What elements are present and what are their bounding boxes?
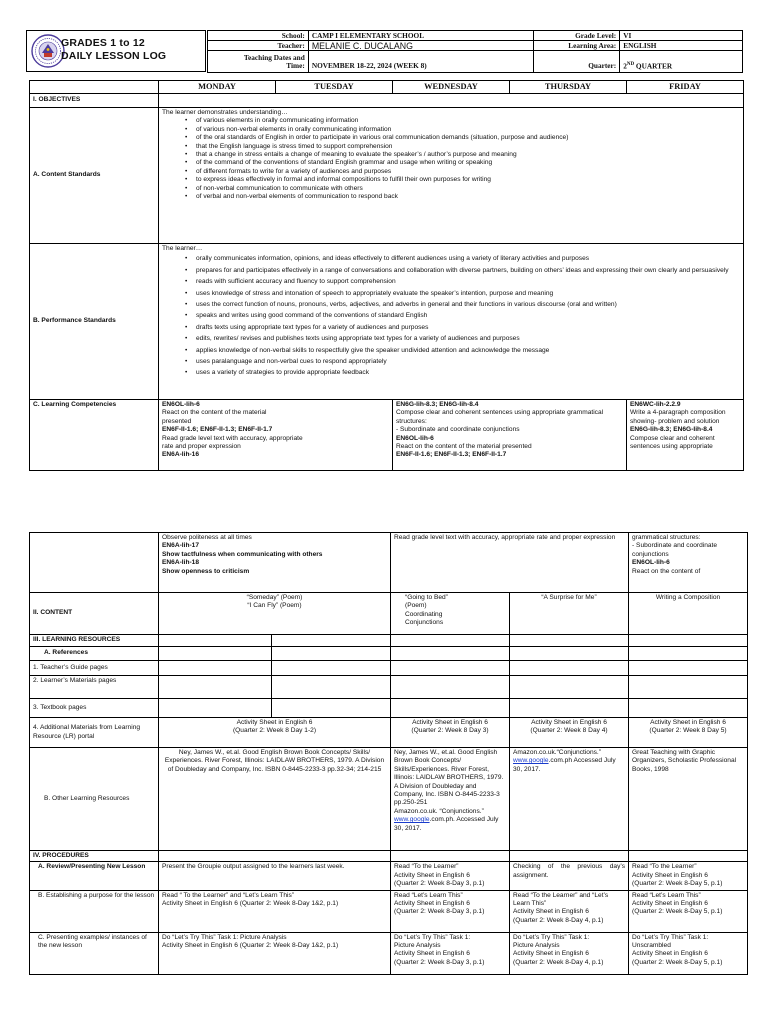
procedure-text: Read “Let’s Learn This” (632, 891, 701, 899)
header-info-table (207, 30, 743, 73)
empty-cell (159, 851, 391, 862)
content-section-label: II. CONTENT (30, 593, 159, 635)
learning-competencies-label: C. Learning Competencies (30, 400, 159, 471)
competency-code: EN6F-II-1.6; EN6F-II-1.3; EN6F-II-1.7 (162, 426, 273, 434)
list-item: • that a change in stress entails a change of meaning to evaluate the speaker’s / author’s purpose and meaning (196, 151, 740, 159)
reference-text: Amazon.co.uk.“Conjunctions.” (513, 749, 601, 756)
additional-materials-text: (Quarter 2: Week 8 Day 4) (530, 727, 608, 735)
dates-label (208, 51, 309, 73)
dates-label-line-1: Teaching Dates and (243, 52, 305, 62)
competency-text: Show tactfulness when communicating with others (162, 550, 323, 558)
additional-materials-thursday (510, 718, 629, 748)
performance-standards-cell (159, 244, 744, 400)
list-item: • uses paralanguage and non-verbal cues to respond appropriately (196, 356, 740, 367)
empty-cell (159, 647, 272, 661)
empty-cell (510, 647, 629, 661)
empty-cell (629, 635, 748, 647)
procedure-text: Activity Sheet in English 6 (513, 908, 589, 916)
content-title: “Someday” (Poem) (246, 594, 303, 601)
reference-link[interactable]: www.google (513, 757, 549, 765)
content-standards-cell (159, 108, 744, 244)
empty-cell (629, 676, 748, 699)
list-item: • orally communicates information, opinions, and ideas effectively to different audiences using a variety of literary activities and purposes (196, 253, 740, 264)
other-resources-wednesday (391, 748, 510, 851)
quarter-suffix: ND (626, 61, 635, 67)
procedures-section-label: IV. PROCEDURES (30, 851, 159, 862)
empty-cell (629, 699, 748, 718)
additional-materials-friday (629, 718, 748, 748)
teacher-label: Teacher: (208, 41, 309, 51)
procedure-text: Picture Analysis (513, 942, 560, 950)
empty-cell (272, 699, 391, 718)
competency-text: Read grade level text with accuracy, appropriate rate and proper expression (162, 434, 303, 451)
dates-value: NOVEMBER 18-22, 2024 (WEEK 8) (308, 51, 534, 73)
school-value: CAMP I ELEMENTARY SCHOOL (308, 31, 534, 41)
content-monday (159, 593, 391, 635)
procedure-text: (Quarter 2: Week 8-Day 4, p.1) (513, 958, 604, 966)
learning-area-label: Learning Area: (534, 41, 620, 51)
empty-cell (391, 635, 510, 647)
objectives-section-fill (159, 94, 744, 108)
empty-cell (391, 661, 510, 676)
performance-standards-label: B. Performance Standards (30, 244, 159, 400)
grade-label: Grade Level: (534, 31, 620, 41)
deped-seal-icon (31, 34, 65, 68)
procedure-text: Activity Sheet in English 6 (632, 900, 708, 908)
competencies-continued-wednesday: Read grade level text with accuracy, appropriate rate and proper expression (391, 533, 629, 593)
procedure-a-monday: Present the Groupie output assigned to the learners last week. (159, 862, 391, 890)
other-resources-friday: Great Teaching with Graphic Organizers, Scholastic Professional Books, 1998 (629, 748, 748, 851)
list-item: • of the command of the conventions of standard English grammar and usage when writing or speaking (196, 159, 740, 167)
additional-materials-text: Activity Sheet in English 6 (531, 719, 607, 726)
list-item: • reads with sufficient accuracy and fluency to support comprehension (196, 276, 740, 287)
additional-materials-text: (Quarter 2: Week 8 Day 5) (649, 727, 727, 735)
empty-cell (629, 647, 748, 661)
list-item: • uses knowledge of stress and intonation of speech to appropriately evaluate the speaker’s intention, purpose and meaning (196, 288, 740, 299)
procedure-text: (Quarter 2: Week 8-Day 5, p.1) (632, 908, 723, 916)
procedure-text: Do “Let’s Try This” Task 1: Picture Analysis (162, 933, 287, 941)
competency-text: - Subordinate and coordinate conjunctions (632, 542, 718, 558)
reference-text: Ney, James W., et.al. Good English Brown Book Concepts/ Skills/Experiences. River Forest, Illinois: LAIDLAW BROTHERS, 1979. A Division of Doubleday and Company, Inc. ISBN O-8445-2233-3 pp.250-251 (394, 749, 504, 807)
references-label: A. References (30, 647, 159, 661)
competency-code: EN6OL-Iih-6 (162, 401, 200, 408)
procedure-a-friday (629, 862, 748, 890)
empty-cell (159, 661, 272, 676)
day-header-row (30, 81, 744, 94)
list-item: • applies knowledge of non-verbal skills to respectfully give the speaker undivided attention and acknowledge the message (196, 345, 740, 356)
additional-materials-wednesday (391, 718, 510, 748)
reference-text: Amazon.co.uk. “Conjunctions.” (394, 807, 484, 815)
competency-text: Write a 4-paragraph composition showing- problem and solution (630, 409, 726, 425)
competency-text: React on the content of the material presented (162, 409, 267, 425)
procedure-text: Picture Analysis (394, 942, 441, 950)
procedure-c-friday (629, 932, 748, 974)
procedure-text: Activity Sheet in English 6 (632, 950, 708, 958)
other-resources-label: B. Other Learning Resources (30, 748, 159, 851)
list-item: • of various elements in orally communicating information (196, 117, 740, 125)
quarter-number: 2 (623, 61, 627, 70)
dates-label-line-2: Time: (286, 60, 305, 70)
competencies-monday-tuesday (159, 400, 393, 471)
competency-text: React on the content of the material presented (396, 443, 532, 451)
content-title: “Going to Bed” (405, 594, 448, 601)
content-wednesday (391, 593, 510, 635)
teacher-value: MELANIE C. DUCALANG (308, 41, 534, 51)
learners-materials-label: 2. Learner’s Materials pages (30, 676, 159, 699)
resources-section-label: III. LEARNING RESOURCES (30, 635, 159, 647)
day-header-monday: MONDAY (159, 81, 276, 94)
header-logo-box (26, 30, 206, 72)
day-header-wednesday: WEDNESDAY (393, 81, 510, 94)
competency-text: Observe politeness at all times (162, 534, 252, 541)
competencies-continued-label (30, 533, 159, 593)
empty-cell (159, 676, 272, 699)
empty-cell (391, 676, 510, 699)
learning-area-value: ENGLISH (620, 41, 743, 51)
empty-cell (159, 635, 272, 647)
empty-cell (510, 661, 629, 676)
grade-value: VI (620, 31, 743, 41)
performance-standards-intro: The learner… (162, 245, 203, 252)
content-title: Conjunctions (405, 619, 444, 627)
list-item: • of various non-verbal elements in orally communicating information (196, 126, 740, 134)
empty-cell (391, 647, 510, 661)
competency-code: EN6F-II-1.6; EN6F-II-1.3; EN6F-II-1.7 (396, 451, 507, 459)
procedure-text: Activity Sheet in English 6 (394, 950, 470, 958)
procedure-text: (Quarter 2: Week 8-Day 4, p.1) (513, 916, 604, 924)
competency-code: EN6OL-Iih-6 (632, 559, 670, 567)
content-title: (Poem) (405, 602, 427, 610)
list-item: • of non-verbal communication to communicate with others (196, 185, 740, 193)
competency-code: EN6OL-Iih-6 (396, 434, 434, 442)
procedure-text: Activity Sheet in English 6 (394, 900, 470, 908)
procedure-c-thursday (510, 932, 629, 974)
empty-cell (272, 647, 391, 661)
procedure-b-friday (629, 890, 748, 932)
empty-cell (510, 635, 629, 647)
competency-code: EN6A-Iih-16 (162, 451, 200, 459)
content-standards-intro: The learner demonstrates understanding… (162, 109, 288, 116)
additional-materials-monday (159, 718, 391, 748)
competency-text: Compose clear and coherent sentences using appropriate grammatical structures: (396, 409, 604, 425)
procedure-text: Do “Let’s Try This” Task 1: (632, 933, 709, 941)
list-item: • of verbal and non-verbal elements of communication to respond back (196, 193, 740, 201)
quarter-label: Quarter: (534, 51, 620, 73)
content-procedures-table (29, 532, 748, 975)
additional-materials-text: Activity Sheet in English 6 (650, 719, 726, 726)
list-item: • of different formats to write for a variety of audiences and purposes (196, 168, 740, 176)
competency-text: - Subordinate and coordinate conjunctions (396, 426, 520, 434)
procedure-text: Activity Sheet in English 6 (394, 871, 470, 879)
procedure-c-wednesday (391, 932, 510, 974)
list-item: • to express ideas effectively in formal and informal compositions to fulfill their own purposes for writing (196, 176, 740, 184)
reference-text: .com.ph Accessed July 30, 2017. (513, 757, 616, 773)
procedure-text: Read “To the Learner” (632, 863, 697, 871)
additional-materials-text: Activity Sheet in English 6 (236, 719, 313, 726)
content-title: “I Can Fly” (Poem) (247, 602, 302, 610)
procedure-text: (Quarter 2: Week 8-Day 3, p.1) (394, 880, 485, 888)
title-line-2: DAILY LESSON LOG (61, 50, 167, 62)
procedure-text: (Quarter 2: Week 8-Day 5, p.1) (632, 958, 723, 966)
content-standards-label: A. Content Standards (30, 108, 159, 244)
competency-code: EN6G-Iih-8.3; EN6G-Iih-8.4 (630, 426, 713, 434)
objectives-table (29, 80, 744, 471)
competencies-continued-friday (629, 533, 748, 593)
procedure-text: Do “Let’s Try This” Task 1: (513, 933, 590, 941)
competency-code: EN6A-Iih-17 (162, 542, 200, 550)
objectives-section-label: I. OBJECTIVES (30, 94, 159, 108)
title-line-1: GRADES 1 to 12 (61, 37, 145, 49)
performance-standards-list (162, 253, 740, 378)
procedure-b-monday (159, 890, 391, 932)
procedure-c-label: C. Presenting examples/ instances of the new lesson (30, 932, 159, 974)
procedure-a-thursday: Checking of the previous day’s assignment. (510, 862, 629, 890)
quarter-word: QUARTER (634, 61, 673, 70)
list-item: • uses the correct function of nouns, pronouns, verbs, adjectives, and adverbs in general and their functions in various discourse (oral and written) (196, 299, 740, 310)
procedure-text: Activity Sheet in English 6 (513, 950, 589, 958)
day-header-blank (30, 81, 159, 94)
content-friday: Writing a Composition (629, 593, 748, 635)
procedure-text: Read “To the Learner” (394, 863, 459, 871)
competency-code: EN6WC-Iih-2.2.9 (630, 401, 681, 408)
competency-code: EN6G-Iih-8.3; EN6G-Iih-8.4 (396, 401, 479, 408)
additional-materials-text: (Quarter 2: Week 8 Day 3) (411, 727, 489, 735)
teachers-guide-label: 1. Teacher’s Guide pages (30, 661, 159, 676)
additional-materials-label: 4. Additional Materials from Learning Resource (LR) portal (30, 718, 159, 748)
procedure-b-wednesday (391, 890, 510, 932)
list-item: • uses a variety of strategies to provide appropriate feedback (196, 367, 740, 378)
procedure-text: (Quarter 2: Week 8-Day 3, p.1) (394, 958, 485, 966)
procedure-a-label: A. Review/Presenting New Lesson (30, 862, 159, 890)
procedure-text: Activity Sheet in English 6 (Quarter 2: Week 8-Day 1&2, p.1) (162, 942, 339, 950)
list-item: • speaks and writes using good command of the conventions of standard English (196, 310, 740, 321)
procedure-b-label: B. Establishing a purpose for the lesson (30, 890, 159, 932)
competencies-continued-monday (159, 533, 391, 593)
empty-cell (629, 851, 748, 862)
reference-text: .com.ph. Accessed July 30, 2017. (394, 816, 499, 832)
school-label: School: (208, 31, 309, 41)
procedure-text: (Quarter 2: Week 8-Day 5, p.1) (632, 880, 723, 888)
empty-cell (272, 676, 391, 699)
reference-link[interactable]: www.google (394, 816, 430, 824)
list-item: • that the English language is stress timed to support comprehension (196, 143, 740, 151)
textbook-pages-label: 3. Textbook pages (30, 699, 159, 718)
empty-cell (391, 699, 510, 718)
competency-text: Show openness to criticism (162, 567, 250, 575)
additional-materials-text: Activity Sheet in English 6 (412, 719, 488, 726)
procedure-text: Read “ To the Learner” and “Let’s Learn This” (162, 891, 294, 899)
content-title: Coordinating (405, 610, 443, 618)
procedure-text: Activity Sheet in English 6 (Quarter 2: Week 8-Day 1&2, p.1) (162, 900, 339, 908)
day-header-tuesday: TUESDAY (276, 81, 393, 94)
empty-cell (510, 699, 629, 718)
quarter-value (620, 51, 743, 73)
empty-cell (272, 635, 391, 647)
procedure-text: Unscrambled (632, 942, 671, 950)
procedure-text: Read “To the Learner” and “Let’s Learn This” (513, 891, 609, 908)
list-item: • of the oral standards of English in order to participate in various oral communication demands (situation, purpose and audience) (196, 134, 740, 142)
empty-cell (159, 699, 272, 718)
document-title (61, 37, 166, 63)
competencies-wednesday-thursday (393, 400, 627, 471)
content-standards-list (162, 117, 740, 201)
procedure-a-wednesday (391, 862, 510, 890)
content-thursday: “A Surprise for Me” (510, 593, 629, 635)
other-resources-thursday (510, 748, 629, 851)
empty-cell (629, 661, 748, 676)
day-header-friday: FRIDAY (627, 81, 744, 94)
procedure-text: Read “Let’s Learn This” (394, 891, 463, 899)
competencies-friday (627, 400, 744, 471)
list-item: • edits, rewrites/ revises and publishes texts using appropriate text types for a variety of audiences and purposes (196, 333, 740, 344)
competency-text: grammatical structures: (632, 534, 701, 541)
other-resources-monday: Ney, James W., et.al. Good English Brown Book Concepts/ Skills/ Experiences. River Forest, Illinois: LAIDLAW BROTHERS, 1979. A Division of Doubleday and Company, Inc. ISBN 0-8445-2233-3 pp.32-34; 214-215 (159, 748, 391, 851)
additional-materials-text: (Quarter 2: Week 8 Day 1-2) (232, 727, 317, 735)
list-item: • prepares for and participates effectively in a range of conversations and collaboration with diverse partners, building on others’ ideas and expressing their own clearly and persuasively (196, 265, 740, 276)
list-item: • drafts texts using appropriate text types for a variety of audiences and purposes (196, 322, 740, 333)
procedure-c-monday (159, 932, 391, 974)
competency-text: Compose clear and coherent sentences using appropriate (630, 434, 715, 451)
competency-code: EN6A-Iih-18 (162, 559, 200, 567)
empty-cell (510, 676, 629, 699)
procedure-b-thursday (510, 890, 629, 932)
procedure-text: (Quarter 2: Week 8-Day 3, p.1) (394, 908, 485, 916)
procedure-text: Do “Let’s Try This” Task 1: (394, 933, 471, 941)
competency-text: React on the content of (632, 567, 701, 575)
empty-cell (391, 851, 510, 862)
empty-cell (272, 661, 391, 676)
procedure-text: Activity Sheet in English 6 (632, 871, 708, 879)
day-header-thursday: THURSDAY (510, 81, 627, 94)
empty-cell (510, 851, 629, 862)
